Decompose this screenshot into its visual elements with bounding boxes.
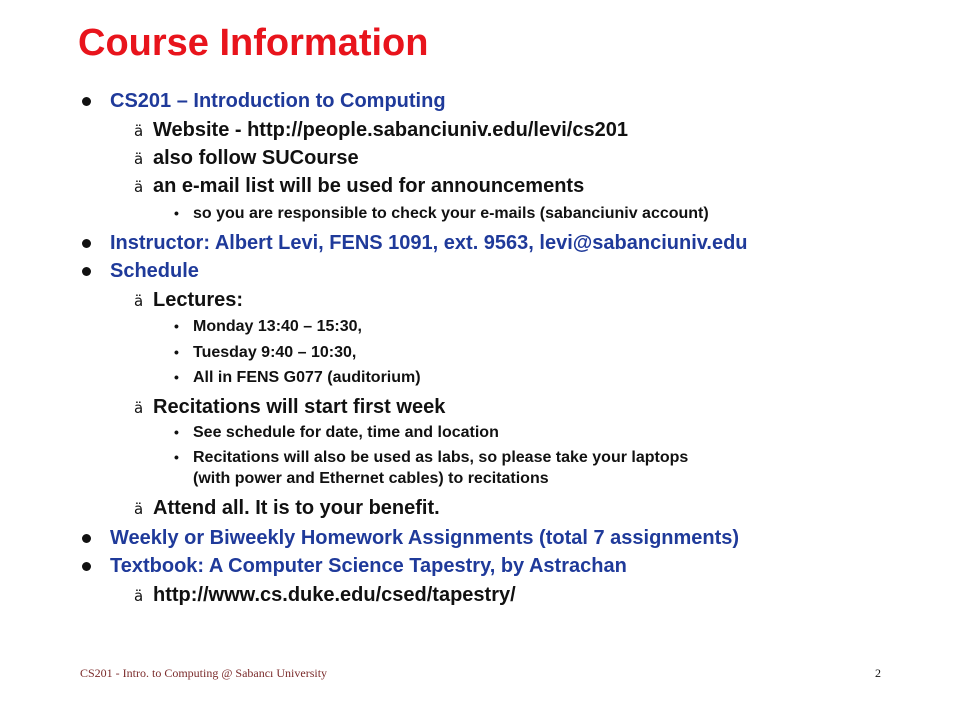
item-attend: Attend all. It is to your benefit. (153, 497, 440, 519)
item-recitation-labs: Recitations will also be used as labs, so please take your laptops (193, 449, 689, 466)
item-lectures: Lectures: (153, 289, 244, 311)
bullet-dot-icon (82, 534, 91, 543)
bullet-dot-icon (82, 97, 91, 106)
item-lecture-monday: Monday 13:40 – 15:30, (193, 318, 362, 335)
dot-bullet-icon: • (174, 369, 179, 385)
item-email-note: so you are responsible to check your e-mails (sabanciuniv account) (193, 205, 709, 222)
bullet-dot-icon (82, 267, 91, 276)
arrow-bullet-icon: ä (134, 500, 144, 518)
item-recitations: Recitations will start first week (153, 396, 446, 418)
item-schedule: Schedule (110, 260, 199, 282)
arrow-bullet-icon: ä (134, 292, 144, 310)
item-course: CS201 – Introduction to Computing (110, 90, 446, 112)
bullet-dot-icon (82, 562, 91, 571)
dot-bullet-icon: • (174, 205, 179, 221)
dot-bullet-icon: • (174, 344, 179, 360)
arrow-bullet-icon: ä (134, 178, 144, 196)
arrow-bullet-icon: ä (134, 399, 144, 417)
dot-bullet-icon: • (174, 424, 179, 440)
item-sucourse: also follow SUCourse (153, 147, 359, 169)
item-lecture-tuesday: Tuesday 9:40 – 10:30, (193, 344, 357, 361)
item-recitation-schedule: See schedule for date, time and location (193, 424, 499, 441)
item-textbook: Textbook: A Computer Science Tapestry, by Astrachan (110, 555, 627, 577)
slide-title: Course Information (78, 22, 429, 64)
item-lecture-location: All in FENS G077 (auditorium) (193, 369, 421, 386)
item-email-list: an e-mail list will be used for announcements (153, 175, 585, 197)
item-recitation-labs-cont: (with power and Ethernet cables) to recitations (193, 470, 549, 487)
arrow-bullet-icon: ä (134, 122, 144, 140)
arrow-bullet-icon: ä (134, 587, 144, 605)
bullet-dot-icon (82, 239, 91, 248)
item-homework: Weekly or Biweekly Homework Assignments (total 7 assignments) (110, 527, 740, 549)
item-instructor: Instructor: Albert Levi, FENS 1091, ext. 9563, levi@sabanciuniv.edu (110, 232, 748, 254)
item-website: Website - http://people.sabanciuniv.edu/levi/cs201 (153, 119, 628, 141)
footer-course-label: CS201 - Intro. to Computing @ Sabancı University (80, 666, 328, 680)
dot-bullet-icon: • (174, 318, 179, 334)
arrow-bullet-icon: ä (134, 150, 144, 168)
page-number: 2 (875, 666, 881, 680)
dot-bullet-icon: • (174, 449, 179, 465)
item-textbook-url[interactable]: http://www.cs.duke.edu/csed/tapestry/ (153, 584, 516, 606)
